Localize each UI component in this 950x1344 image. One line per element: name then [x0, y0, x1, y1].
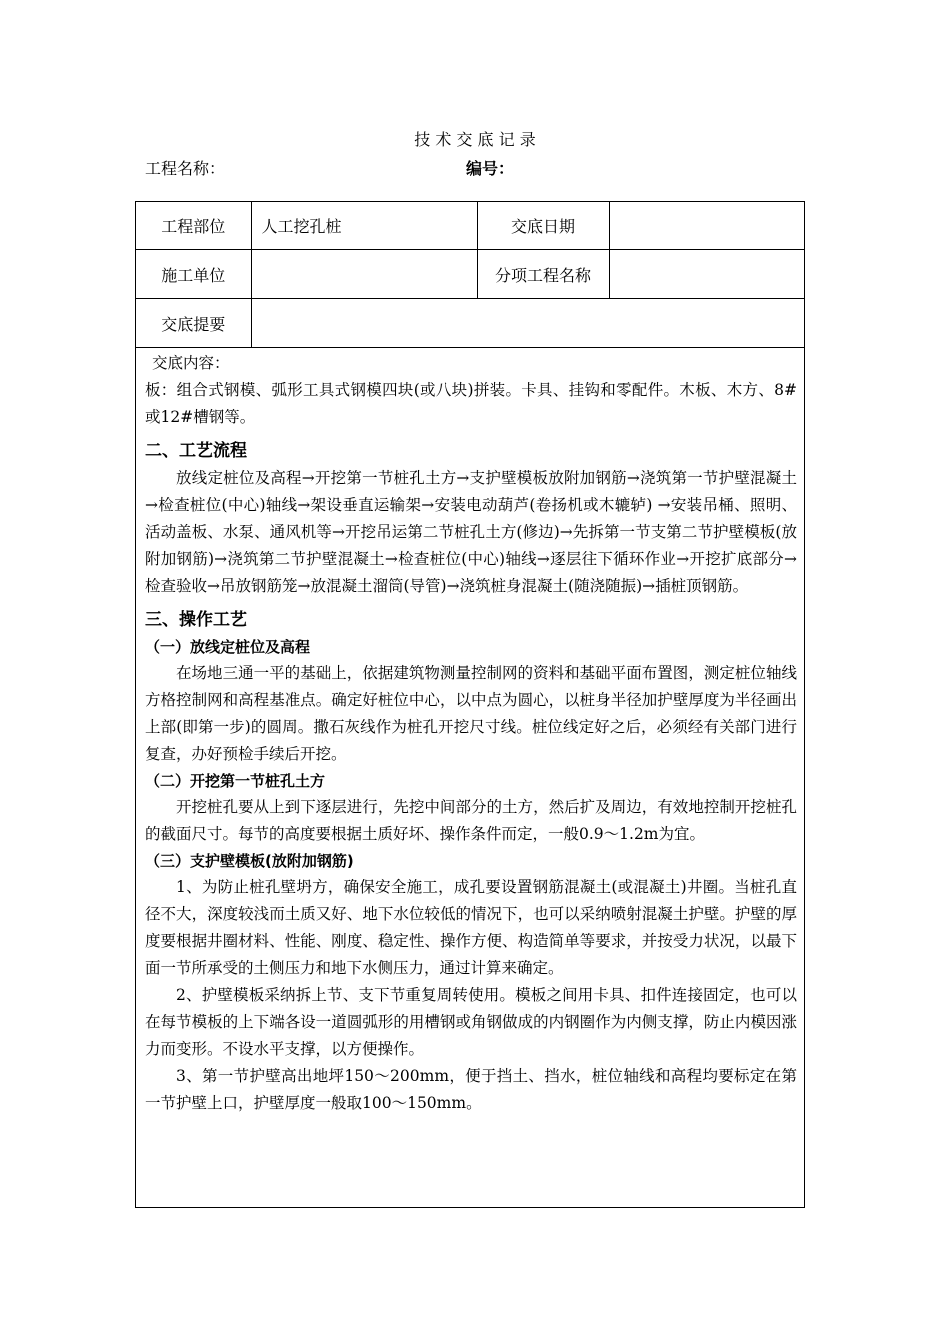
- project-part-value: 人工挖孔桩: [251, 202, 477, 250]
- content-intro-label: 交底内容：: [152, 354, 230, 372]
- info-table: [136, 202, 804, 348]
- project-name-label: 工程名称：: [145, 159, 226, 178]
- section-process-heading: 二、工艺流程: [145, 441, 247, 461]
- construction-unit-value: [251, 250, 477, 299]
- table-row: [136, 202, 804, 250]
- subsection-3-paragraph-3: 3、第一节护壁高出地坪150～200mm，便于挡土、挡水，桩位轴线和高程均要标定在第一节护壁上口，护壁厚度一般取100～150mm。: [145, 1067, 797, 1112]
- table-row: [136, 299, 804, 348]
- subsection-1-paragraph: 在场地三通一平的基础上，依据建筑物测量控制网的资料和基础平面布置图，测定桩位轴线方格控制网和高程基准点。确定好桩位中心，以中点为圆心，以桩身半径加护壁厚度为半径画出上部(即第一步)的圆周。撒石灰线作为桩孔开挖尺寸线。桩位线定好之后，必须经有关部门进行复查，办好预检手续后开挖。: [145, 664, 797, 763]
- summary-value: [251, 299, 804, 348]
- disclosure-date-label: 交底日期: [477, 202, 609, 250]
- table-row: [136, 250, 804, 299]
- project-part-label: 工程部位: [136, 202, 251, 250]
- process-flow-paragraph: 放线定桩位及高程→开挖第一节桩孔土方→支护壁模板放附加钢筋→浇筑第一节护壁混凝土→检查桩位(中心)轴线→架设垂直运输架→安装电动葫芦(卷扬机或木辘轳) →安装吊桶、照明、活动盖板、水泵、通风机等→开挖吊运第二节桩孔土方(修边)→先拆第一节支第二节护壁模板(放附加钢筋)→浇筑第二节护壁混凝土→检查桩位(中心)轴线→逐层往下循环作业→开挖扩底部分→检查验收→吊放钢筋笼→放混凝土溜筒(导管)→浇筑桩身混凝土(随浇随振)→插桩顶钢筋。: [145, 469, 797, 595]
- subsection-3-paragraph-1: 1、为防止桩孔壁坍方，确保安全施工，成孔要设置钢筋混凝土(或混凝土)井圈。当桩孔直径不大，深度较浅而土质又好、地下水位较低的情况下，也可以采纳喷射混凝土护壁。护壁的厚度要根据井圈材料、性能、刚度、稳定性、操作方便、构造简单等要求，并按受力状况，以最下面一节所承受的土侧压力和地下水侧压力，通过计算来确定。: [145, 878, 797, 977]
- subproject-name-value: [609, 250, 804, 299]
- subsection-3-paragraph-2: 2、护壁模板采纳拆上节、支下节重复周转使用。模板之间用卡具、扣件连接固定，也可以在每节模板的上下端各设一道圆弧形的用槽钢或角钢做成的内钢圈作为内侧支撑，防止内模因涨力而变形。不设水平支撑，以方便操作。: [145, 986, 797, 1058]
- summary-label: 交底提要: [136, 299, 251, 348]
- subsection-2-heading: （二）开挖第一节桩孔土方: [145, 772, 326, 790]
- document-title: 技 术 交 底 记 录: [414, 130, 536, 149]
- disclosure-content: [145, 350, 797, 1117]
- disclosure-date-value: [609, 202, 804, 250]
- subsection-3-heading: （三）支护壁模板(放附加钢筋): [145, 852, 354, 870]
- section-operation-heading: 三、操作工艺: [145, 610, 247, 630]
- document-number-label: 编号：: [466, 159, 515, 178]
- subsection-1-heading: （一）放线定桩位及高程: [145, 638, 311, 656]
- construction-unit-label: 施工单位: [136, 250, 251, 299]
- subsection-2-paragraph: 开挖桩孔要从上到下逐层进行，先挖中间部分的土方，然后扩及周边，有效地控制开挖桩孔的截面尺寸。每节的高度要根据土质好坏、操作条件而定，一般0.9～1.2m为宜。: [145, 798, 797, 843]
- subproject-name-label: 分项工程名称: [477, 250, 609, 299]
- materials-paragraph: 板：组合式钢模、弧形工具式钢模四块(或八块)拼装。卡具、挂钩和零配件。木板、木方、8#或12#槽钢等。: [145, 381, 797, 426]
- disclosure-form: [135, 201, 805, 1208]
